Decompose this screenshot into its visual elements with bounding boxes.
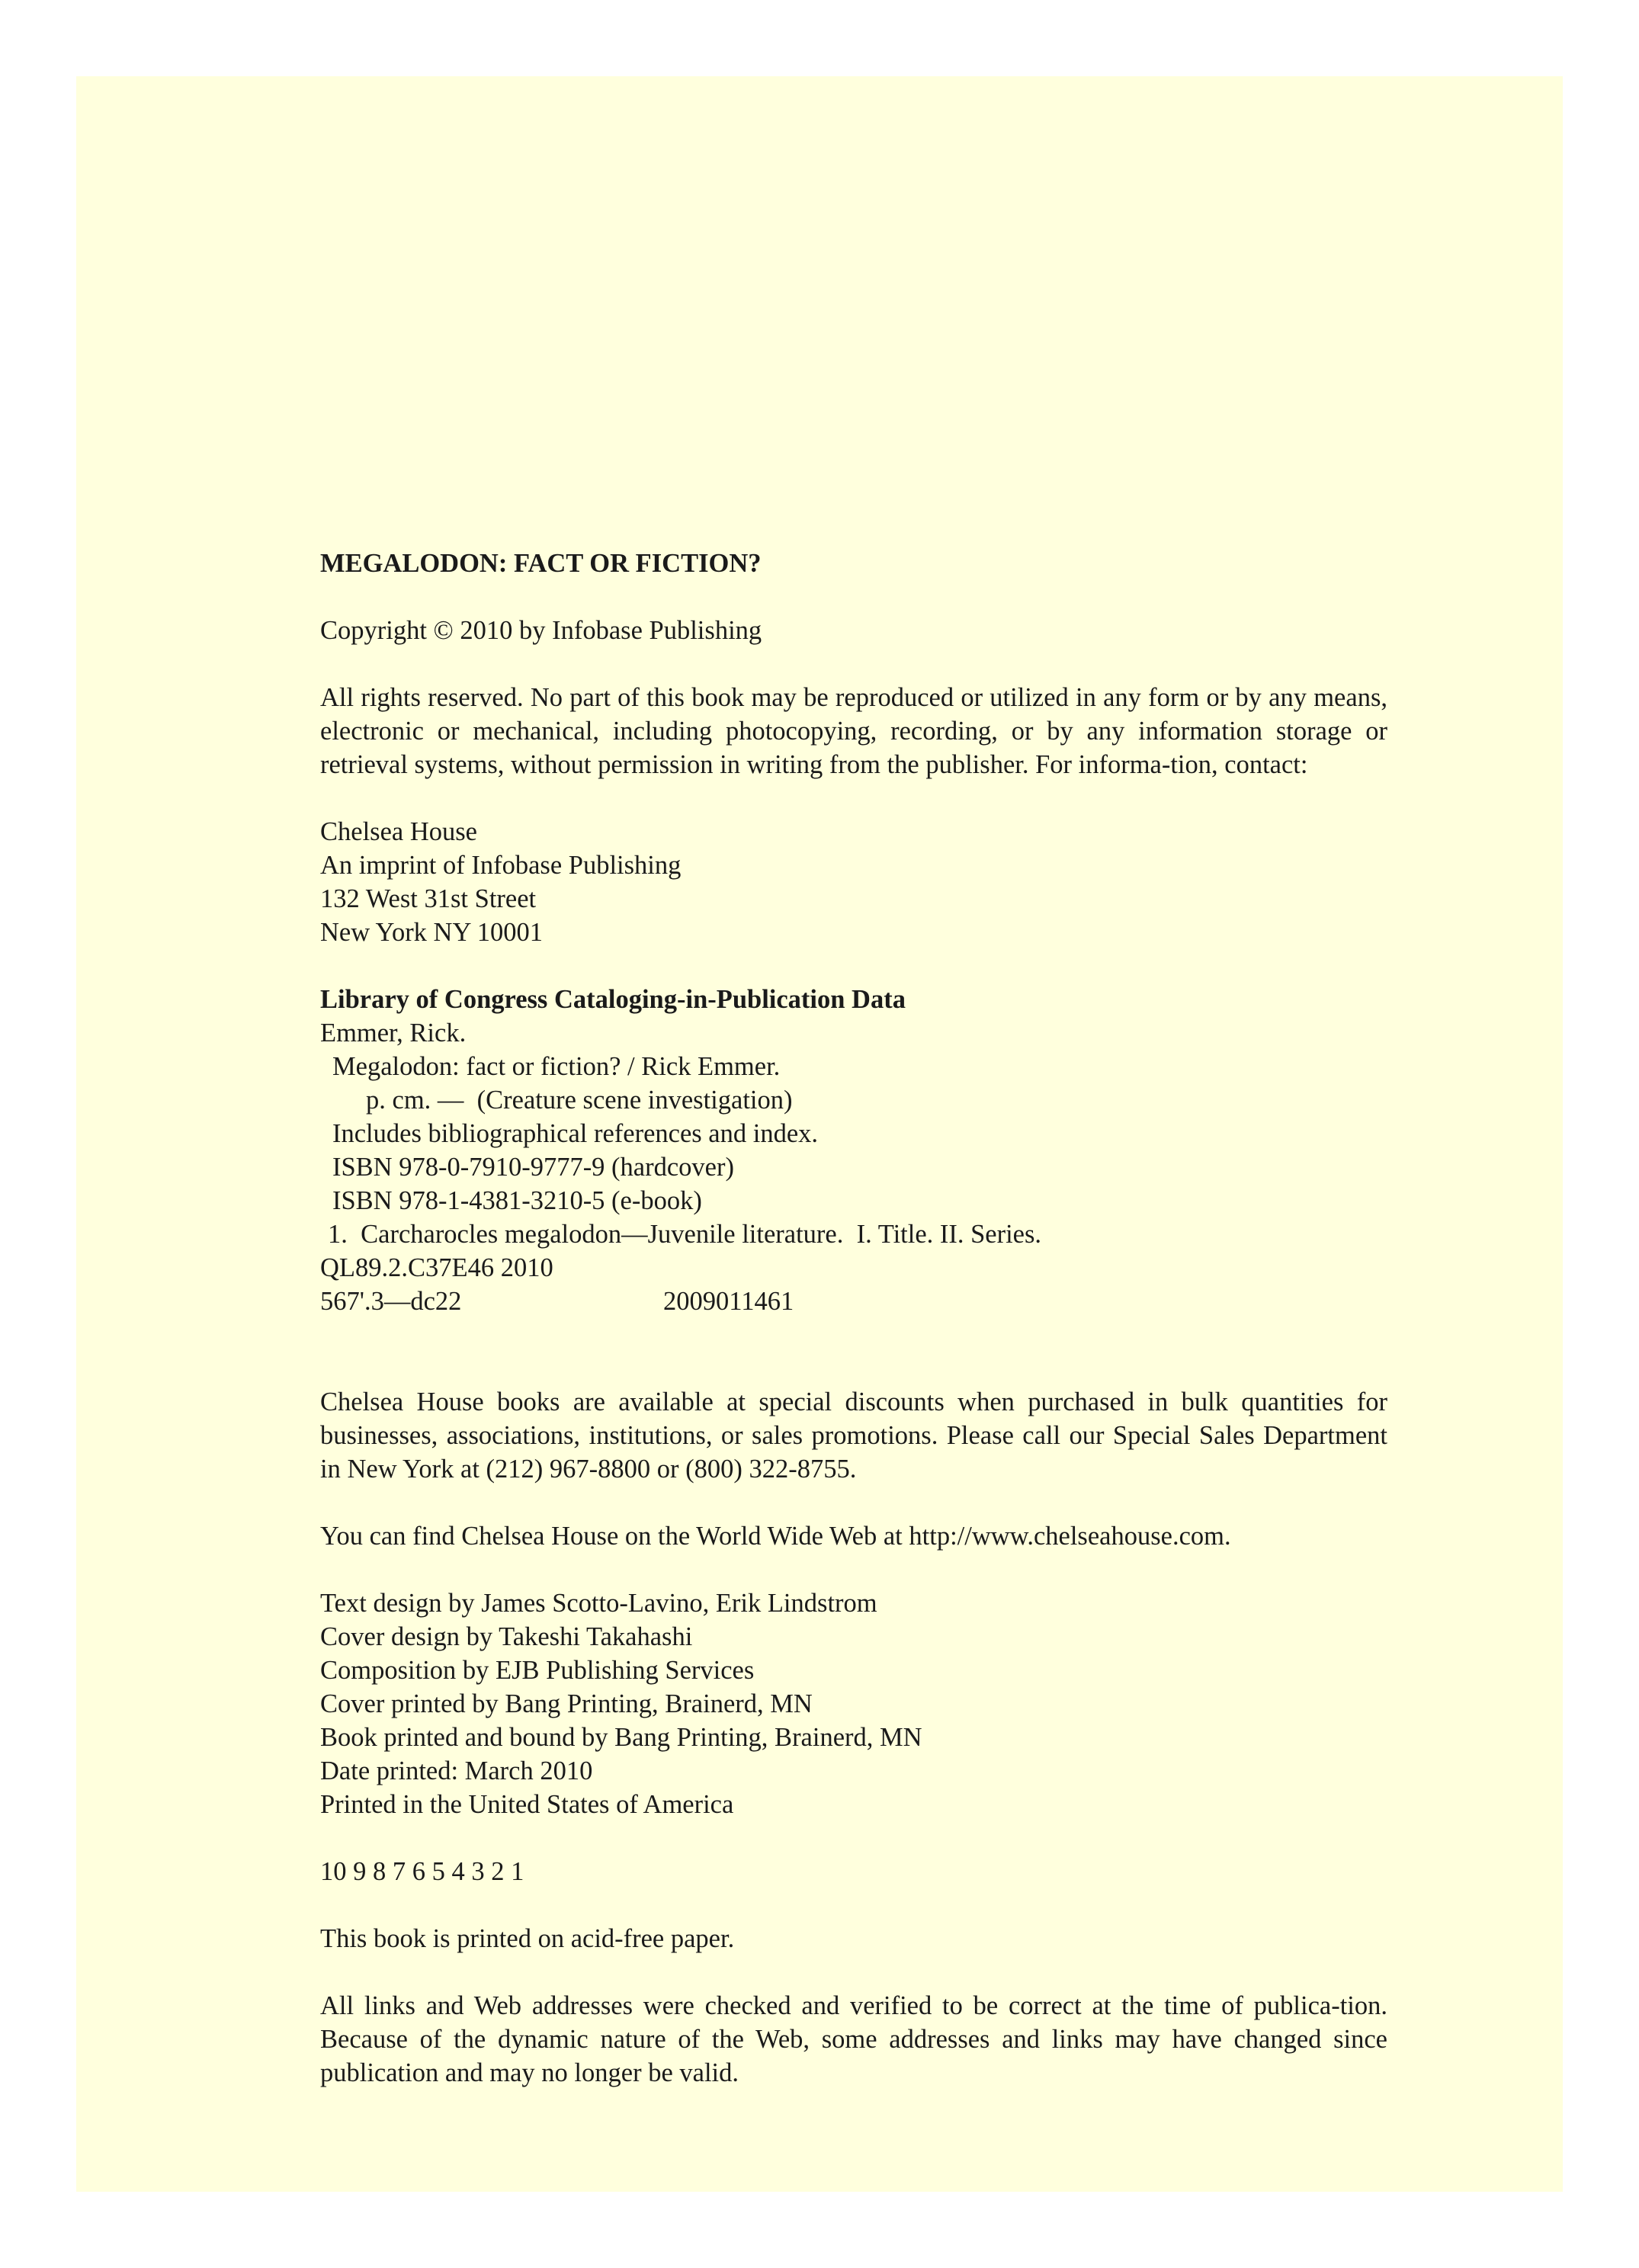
cip-classification-row	[320, 1285, 1387, 1318]
copyright-line: Copyright © 2010 by Infobase Publishing	[320, 616, 762, 645]
credit-line: Printed in the United States of America	[320, 1790, 734, 1819]
cip-subjects: 1. Carcharocles megalodon—Juvenile literature. I. Title. II. Series.	[328, 1220, 1042, 1249]
cip-isbn-ebook: ISBN 978-1-4381-3210-5 (e-book)	[332, 1186, 702, 1215]
cip-isbn-hardcover: ISBN 978-0-7910-9777-9 (hardcover)	[332, 1153, 734, 1182]
cip-data	[320, 983, 1387, 1318]
cip-title: Megalodon: fact or fiction? / Rick Emmer.	[332, 1052, 781, 1081]
publisher-city: New York NY 10001	[320, 918, 543, 947]
credit-line: Book printed and bound by Bang Printing, Brainerd, MN	[320, 1723, 922, 1752]
publisher-imprint: An imprint of Infobase Publishing	[320, 851, 682, 880]
credit-line: Cover printed by Bang Printing, Brainerd, MN	[320, 1689, 813, 1718]
credit-line: Date printed: March 2010	[320, 1756, 593, 1785]
web-notice: You can find Chelsea House on the World Wide Web at http://www.chelseahouse.com.	[320, 1522, 1231, 1551]
credits-list	[320, 1586, 1387, 1821]
book-title: MEGALODON: FACT OR FICTION?	[320, 549, 762, 578]
cip-lc-class: QL89.2.C37E46 2010	[320, 1253, 553, 1282]
publisher-address	[320, 815, 1387, 949]
printing-line: 10 9 8 7 6 5 4 3 2 1	[320, 1857, 524, 1886]
rights-statement: All rights reserved. No part of this book may be reproduced or utilized in any form or by any means, electronic or mechanical, including photocopying, recording, or by any information storage or retrieval systems, without permission in writing from the publisher. For informa-tion, contact:	[320, 683, 1387, 779]
cip-dewey: 567'.3—dc22	[320, 1287, 462, 1316]
cip-author: Emmer, Rick.	[320, 1019, 467, 1047]
cip-heading: Library of Congress Cataloging-in-Publication Data	[320, 985, 906, 1014]
credit-line: Cover design by Takeshi Takahashi	[320, 1622, 693, 1651]
sales-notice: Chelsea House books are available at special discounts when purchased in bulk quantities for businesses, associations, institutions, or sales promotions. Please call our Special Sales Department in New York at (212) 967-8800 or (800) 322-8755.	[320, 1387, 1387, 1484]
publisher-name: Chelsea House	[320, 817, 477, 846]
credit-line: Text design by James Scotto-Lavino, Erik Lindstrom	[320, 1589, 877, 1618]
cip-includes: Includes bibliographical references and index.	[332, 1119, 819, 1148]
links-notice: All links and Web addresses were checked and verified to be correct at the time of publica-tion. Because of the dynamic nature of the Web, some addresses and links may have changed since publication and may no longer be valid.	[320, 1991, 1387, 2087]
copyright-page-content	[320, 547, 1387, 2090]
credit-line: Composition by EJB Publishing Services	[320, 1656, 755, 1685]
copyright-page	[76, 76, 1563, 2192]
cip-series: p. cm. — (Creature scene investigation)	[366, 1086, 793, 1115]
cip-lccn: 2009011461	[663, 1287, 794, 1316]
publisher-street: 132 West 31st Street	[320, 884, 537, 913]
paper-notice: This book is printed on acid-free paper.	[320, 1924, 735, 1953]
